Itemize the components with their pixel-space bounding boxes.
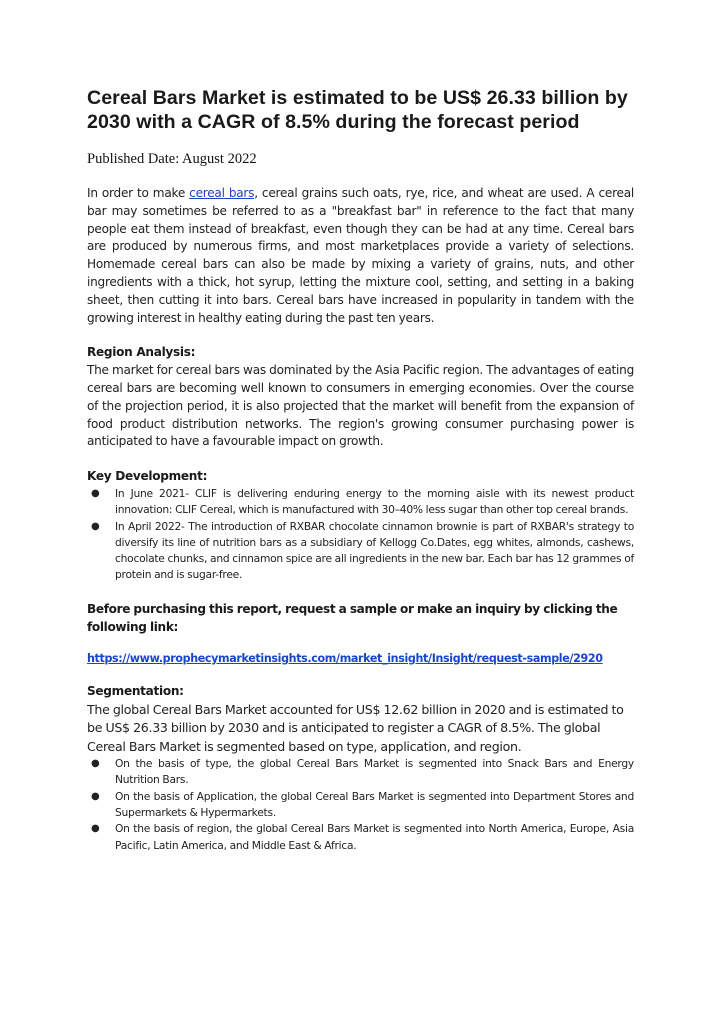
key-development-section [87, 468, 634, 584]
list-item-text: In June 2021- CLIF is delivering enduring energy to the morning aisle with its newest product innovation: CLIF Cereal, which is manufactured with 30–40% less sugar than other top cereal brands. [115, 486, 634, 517]
bullet-icon: ● [91, 790, 100, 802]
list-item-text: In April 2022- The introduction of RXBAR chocolate cinnamon brownie is part of RXBAR's strategy to diversify its line of nutrition bars as a subsidiary of Kellogg Co.Dates, egg whites, almonds, cashews, chocolate chunks, and cinnamon spice are all ingredients in the new bar. Each bar has 12 grammes of protein and is sugar-free. [115, 519, 634, 582]
key-development-list [87, 486, 634, 584]
cereal-bars-link[interactable]: cereal bars [189, 186, 255, 200]
intro-text-after-link: , cereal grains such oats, rye, rice, and wheat are used. A cereal bar may sometimes be referred to as a "breakfast bar" in reference to the fact that many people eat them instead of breakfast, even though they can be had at any time. Cereal bars are produced by numerous firms, and most marketplaces provide a variety of selections. Homemade cereal bars can also be made by mixing a variety of grains, nuts, and other ingredients with a thick, hot syrup, letting the mixture cool, setting, and setting in a baking sheet, then cutting it into bars. Cereal bars have increased in popularity in tandem with the growing interest in healthy eating during the past ten years. [87, 186, 634, 325]
region-analysis-heading: Region Analysis: [87, 345, 196, 360]
segmentation-heading: Segmentation: [87, 683, 184, 698]
list-item-text: On the basis of region, the global Cereal Bars Market is segmented into North America, Europe, Asia Pacific, Latin America, and Middle East & Africa. [115, 822, 634, 852]
document-title: Cereal Bars Market is estimated to be US$ 26.33 billion by 2030 with a CAGR of 8.5% during the forecast period [87, 87, 628, 133]
bullet-icon: ● [91, 823, 100, 835]
list-item [87, 789, 634, 822]
key-development-heading: Key Development: [87, 469, 208, 484]
segmentation-section [87, 683, 634, 854]
region-analysis-section [87, 344, 634, 451]
list-item [87, 519, 634, 584]
segmentation-text: The global Cereal Bars Market accounted for US$ 12.62 billion in 2020 and is estimated to be US$ 26.33 billion by 2030 and is anticipated to register a CAGR of 8.5%. The global Cereal Bars Market is segmented based on type, application, and region. [87, 701, 624, 754]
sample-request-link[interactable]: https://www.prophecymarketinsights.com/market_insight/Insight/request-sample/2920 [87, 651, 603, 665]
document-page [87, 86, 634, 854]
list-item-text: On the basis of type, the global Cereal Bars Market is segmented into Snack Bars and Energy Nutrition Bars. [115, 757, 634, 787]
sample-request-url [87, 651, 634, 667]
intro-paragraph [87, 185, 634, 327]
list-item-text: On the basis of Application, the global Cereal Bars Market is segmented into Department Stores and Supermarkets & Hypermarkets. [115, 789, 634, 819]
sample-request-prompt: Before purchasing this report, request a sample or make an inquiry by clicking the following link: [87, 601, 618, 634]
intro-text-before-link: In order to make [87, 186, 190, 200]
list-item [87, 756, 634, 789]
bullet-icon: ● [91, 487, 100, 499]
region-analysis-text: The market for cereal bars was dominated by the Asia Pacific region. The advantages of eating cereal bars are becoming well known to consumers in emerging economies. Over the course of the projection period, it is also projected that the market will benefit from the expansion of food product distribution networks. The region's growing consumer purchasing power is anticipated to have a favourable impact on growth. [87, 363, 634, 449]
bullet-icon: ● [91, 758, 100, 770]
segmentation-list [87, 756, 634, 854]
published-date: Published Date: August 2022 [87, 151, 257, 167]
list-item [87, 821, 634, 854]
list-item [87, 486, 634, 519]
bullet-icon: ● [91, 520, 100, 532]
